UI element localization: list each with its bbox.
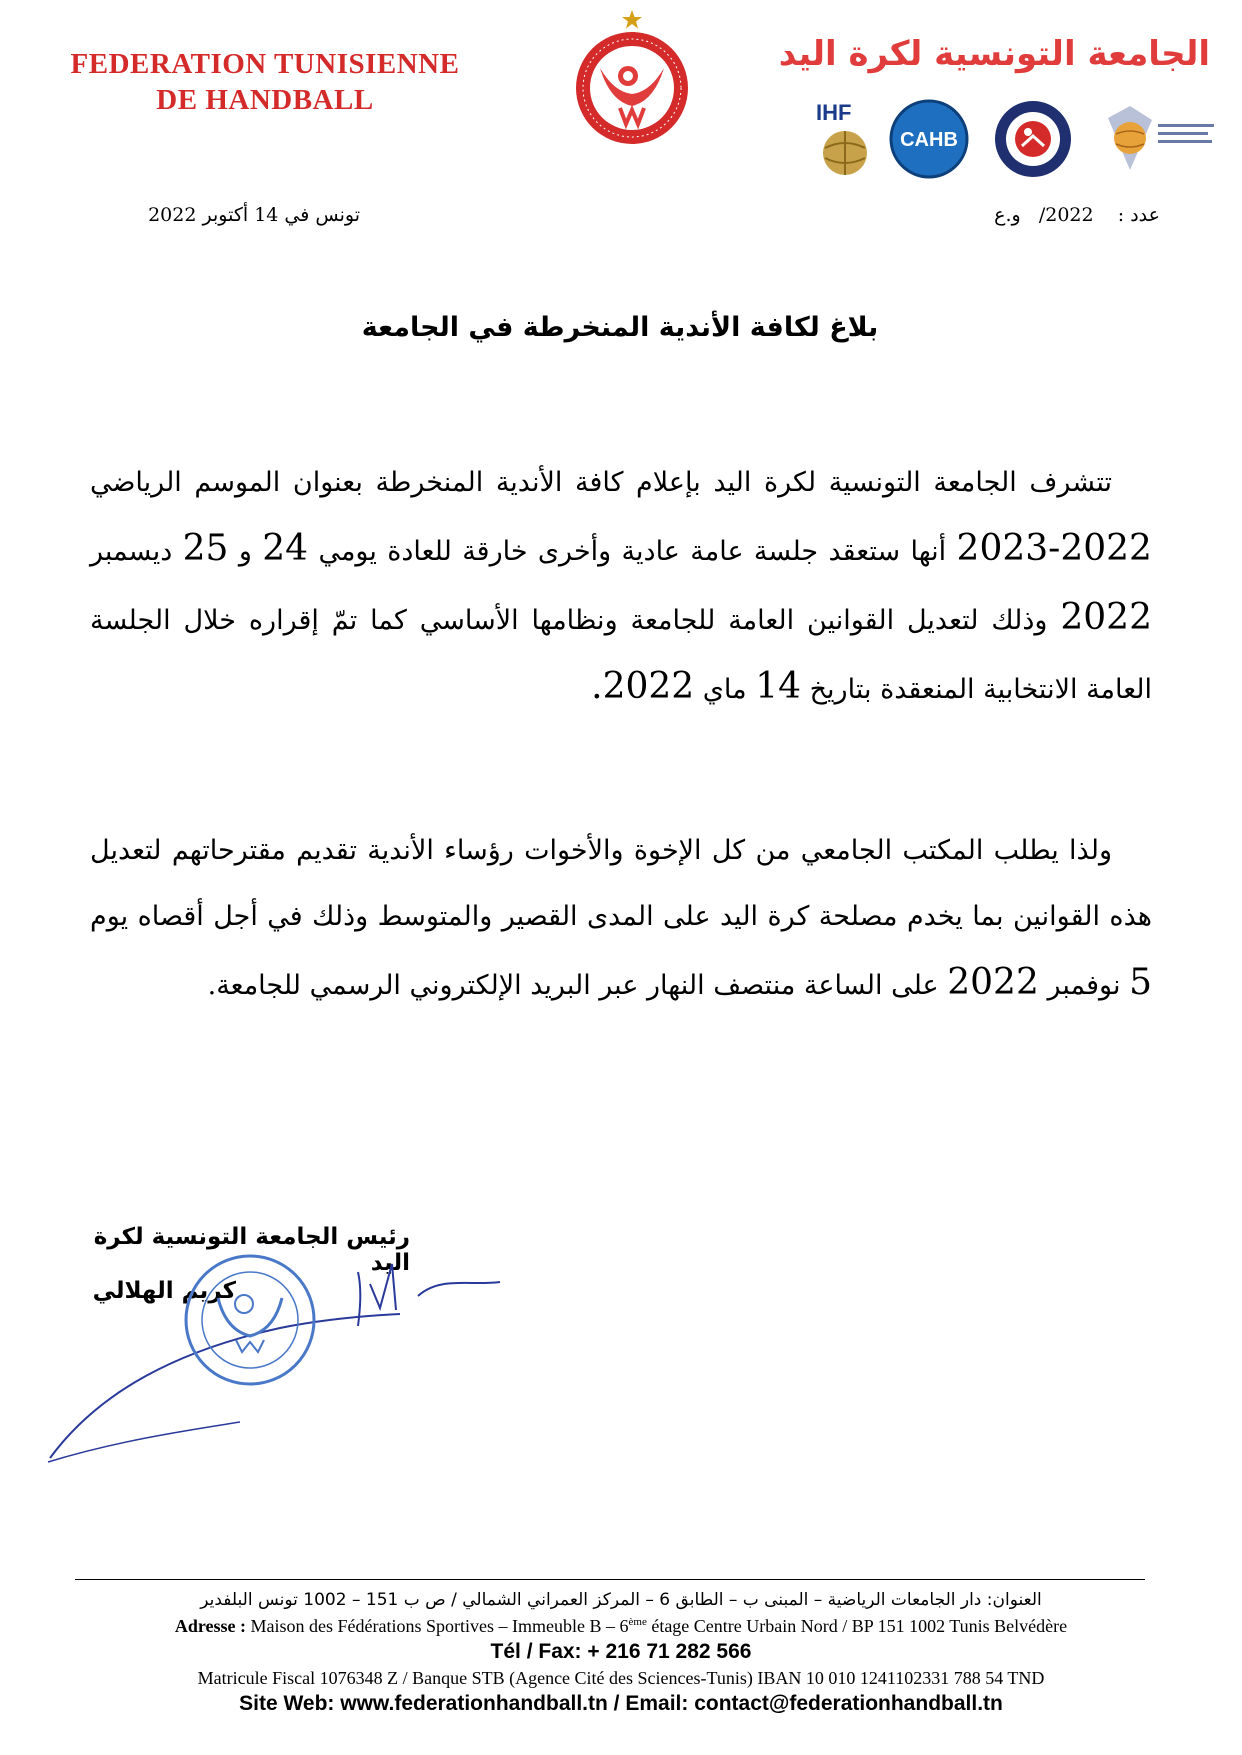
footer-address-part-a: Maison des Fédérations Sportives – Immeuble B – 6	[250, 1616, 629, 1636]
federation-logo-icon	[570, 6, 695, 156]
paragraph2-part-c: على الساعة منتصف النهار عبر البريد الإلكتروني الرسمي للجامعة.	[207, 970, 939, 1001]
footer-divider	[75, 1579, 1145, 1580]
document-date: تونس في 14 أكتوبر 2022	[148, 204, 360, 226]
signer-title: رئيس الجامعة التونسية لكرة اليد	[93, 1224, 410, 1276]
meeting-day-1: 24	[262, 528, 309, 569]
mediterranean-handball-confederation-logo-icon	[1100, 98, 1220, 180]
document-reference	[960, 204, 1160, 226]
paragraph1-part-c: و	[238, 536, 252, 567]
deadline-day: 5	[1129, 962, 1152, 1003]
arab-handball-federation-logo-icon	[992, 98, 1074, 180]
communique-paragraph-2	[90, 818, 1152, 1019]
footer-fiscal-bank-info: Matricule Fiscal 1076348 Z / Banque STB (Agence Cité des Sciences-Tunis) IBAN 10 010 1241102331 788 54 TND	[197, 1668, 1045, 1688]
paragraph2-part-b: نوفمبر	[1047, 970, 1121, 1001]
svg-text:IHF: IHF	[816, 100, 852, 125]
signature-and-stamp-icon	[40, 1240, 560, 1540]
paragraph1-part-f: ماي	[702, 674, 747, 705]
footer-address-label: Adresse :	[174, 1616, 247, 1636]
paragraph1-part-d: ديسمبر	[90, 536, 173, 567]
reference-label: عدد :	[1117, 204, 1160, 226]
signer-name: كريم الهلالي	[92, 1278, 236, 1304]
meeting-day-2: 25	[182, 528, 229, 569]
deadline-year: 2022	[947, 962, 1039, 1003]
reference-value: /2022	[1038, 204, 1094, 226]
meeting-year: 2022	[1060, 597, 1152, 638]
svg-text:CAHB: CAHB	[900, 129, 958, 151]
cahb-logo-icon	[888, 98, 970, 180]
footer-website-email: Site Web: www.federationhandball.tn / Email: contact@federationhandball.tn	[239, 1692, 1003, 1715]
ihf-logo-icon	[812, 98, 874, 180]
federation-name-french-line2: DE HANDBALL	[156, 84, 374, 116]
federation-name-french-line1: FEDERATION TUNISIENNE	[70, 48, 460, 80]
footer-address-french	[40, 1616, 1202, 1637]
reference-suffix: و.ع	[994, 204, 1021, 226]
election-date-year: 2022.	[591, 666, 695, 707]
federation-name-arabic: الجامعة التونسية لكرة اليد	[778, 34, 1210, 74]
season-value: 2022-2023	[956, 528, 1152, 569]
footer-address-superscript: ème	[628, 1616, 647, 1628]
election-date-day: 14	[755, 666, 802, 707]
footer-telephone: Tél / Fax: + 216 71 282 566	[490, 1640, 752, 1663]
communique-paragraph-1	[90, 450, 1152, 723]
federation-name-french	[50, 46, 480, 118]
footer-address-arabic: العنوان: دار الجامعات الرياضية – المبنى ب – الطابق 6 – المركز العمراني الشمالي / ص ب 151 – 1002 تونس البلفدير	[200, 1590, 1042, 1610]
paragraph1-part-b: أنها ستعقد جلسة عامة عادية وأخرى خارقة للعادة يومي	[318, 536, 947, 567]
footer-address-part-b: étage Centre Urbain Nord / BP 151 1002 Tunis Belvédère	[646, 1616, 1068, 1636]
communique-title: بلاغ لكافة الأندية المنخرطة في الجامعة	[361, 312, 879, 343]
paragraph2-part-a: ولذا يطلب المكتب الجامعي من كل الإخوة والأخوات رؤساء الأندية تقديم مقترحاتهم لتعديل هذه القوانين بما يخدم مصلحة كرة اليد على المدى القصير والمتوسط وذلك في أجل أقصاه يوم	[90, 835, 1152, 932]
paragraph1-part-a: تتشرف الجامعة التونسية لكرة اليد بإعلام كافة الأندية المنخرطة بعنوان الموسم الرياضي	[90, 467, 1112, 498]
paragraph1-part-e: وذلك لتعديل القوانين العامة للجامعة ونظامها الأساسي كما تمّ إقراره خلال الجلسة العامة الانتخابية المنعقدة بتاريخ	[90, 605, 1152, 705]
